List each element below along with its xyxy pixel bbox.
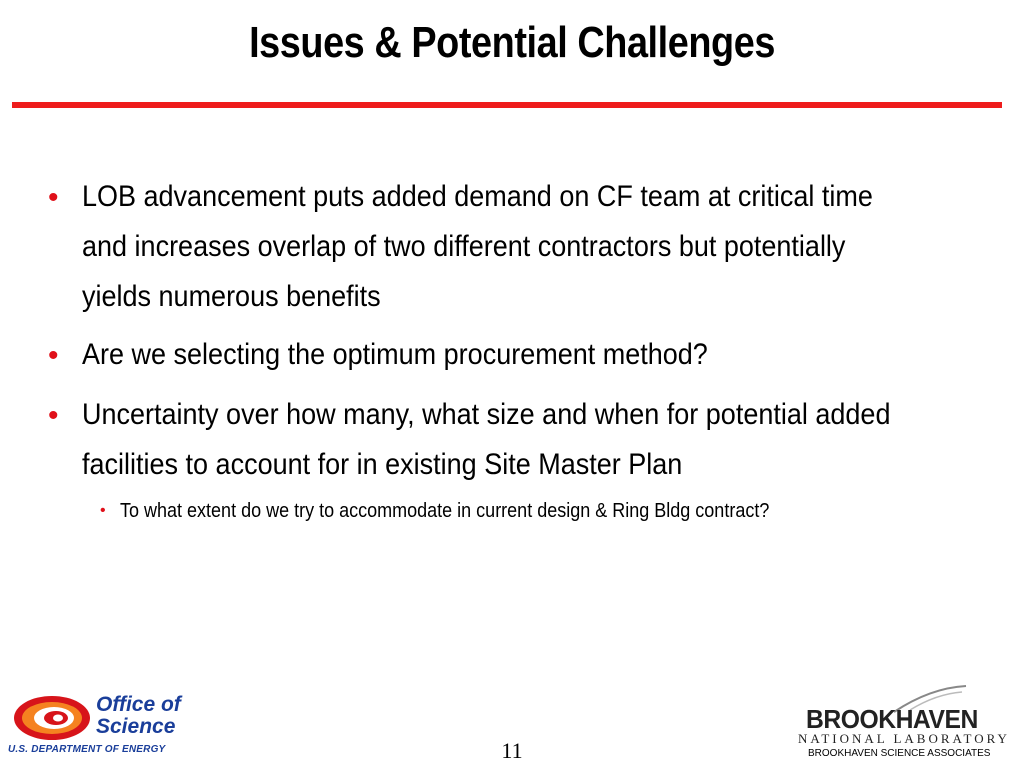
page-number: 11 [501, 738, 523, 763]
bullet-text: LOB advancement puts added demand on CF team at critical time and increases overlap of two different contractors but potentially yields numerous benefits [82, 180, 873, 313]
national-laboratory-label: NATIONAL LABORATORY [798, 731, 1010, 746]
brookhaven-associates-label: BROOKHAVEN SCIENCE ASSOCIATES [808, 748, 991, 759]
bullet-list [48, 172, 988, 526]
bullet-item [48, 330, 988, 382]
bullet-item [48, 172, 988, 322]
bullet-dot-icon: • [48, 399, 59, 432]
brookhaven-wordmark: BROOKHAVEN [806, 704, 978, 734]
bullet-dot-icon: • [48, 181, 59, 214]
title-divider [12, 102, 1002, 108]
bullet-item [48, 390, 988, 490]
sub-bullet-item [100, 496, 988, 526]
science-label: Science [96, 715, 176, 738]
slide-title: Issues & Potential Challenges [249, 18, 775, 67]
bullet-text: Uncertainty over how many, what size and when for potential added facilities to account for in existing Site Master Plan [82, 398, 891, 481]
bullet-text: Are we selecting the optimum procurement method? [82, 338, 708, 371]
doe-swirl-icon [14, 696, 90, 740]
bullet-dot-icon: • [48, 339, 59, 372]
sub-bullet-text: To what extent do we try to accommodate in current design & Ring Bldg contract? [120, 500, 770, 522]
doe-subtitle: U.S. DEPARTMENT OF ENERGY [8, 744, 166, 755]
bullet-dot-icon: • [100, 502, 106, 519]
office-of-label: Office of [96, 693, 181, 716]
